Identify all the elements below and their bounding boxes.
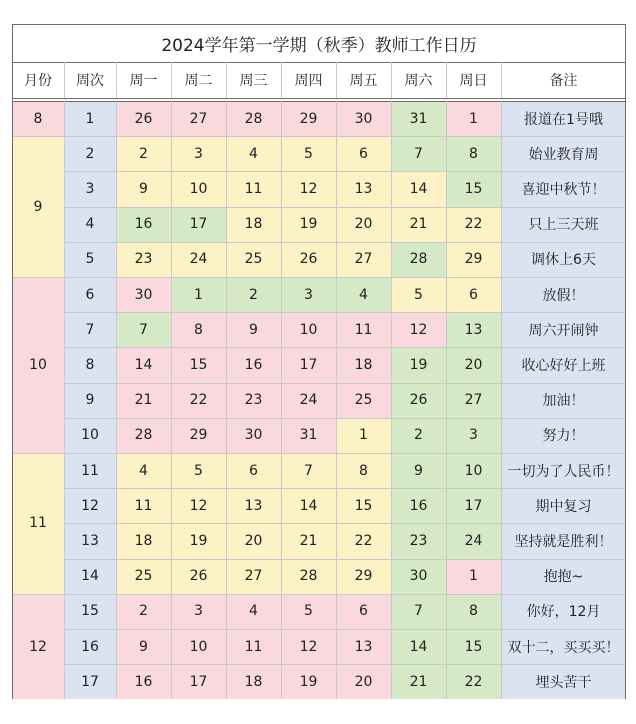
day-cell-mon: 16 xyxy=(116,664,171,699)
week-number: 16 xyxy=(64,629,116,664)
month-cell-8: 8 xyxy=(12,101,64,136)
header-sun: 周日 xyxy=(446,62,501,98)
day-cell-wed: 11 xyxy=(226,629,281,664)
day-cell-wed: 30 xyxy=(226,418,281,453)
grid-line xyxy=(64,101,65,699)
header-notes: 备注 xyxy=(501,62,626,98)
week-number: 14 xyxy=(64,559,116,594)
day-cell-tue: 22 xyxy=(171,383,226,418)
week-number: 8 xyxy=(64,347,116,382)
day-cell-thu: 5 xyxy=(281,594,336,629)
header-month: 月份 xyxy=(12,62,64,98)
day-cell-mon: 14 xyxy=(116,347,171,382)
day-cell-tue: 1 xyxy=(171,277,226,312)
day-cell-fri: 18 xyxy=(336,347,391,382)
grid-line xyxy=(281,62,282,98)
header-mon: 周一 xyxy=(116,62,171,98)
note-cell: 喜迎中秋节！ xyxy=(501,171,626,206)
day-cell-thu: 19 xyxy=(281,664,336,699)
day-cell-thu: 29 xyxy=(281,101,336,136)
day-cell-wed: 9 xyxy=(226,312,281,347)
grid-line xyxy=(12,277,64,278)
day-cell-mon: 9 xyxy=(116,171,171,206)
day-cell-fri: 20 xyxy=(336,207,391,242)
day-cell-sat: 30 xyxy=(391,559,446,594)
day-cell-wed: 27 xyxy=(226,559,281,594)
day-cell-tue: 15 xyxy=(171,347,226,382)
grid-line xyxy=(12,594,64,595)
day-cell-tue: 17 xyxy=(171,207,226,242)
note-cell: 坚持就是胜利！ xyxy=(501,523,626,558)
day-cell-mon: 11 xyxy=(116,488,171,523)
day-cell-fri: 1 xyxy=(336,418,391,453)
day-cell-fri: 8 xyxy=(336,453,391,488)
grid-line xyxy=(226,62,227,98)
day-cell-sun: 1 xyxy=(446,559,501,594)
day-cell-tue: 10 xyxy=(171,629,226,664)
day-cell-sat: 7 xyxy=(391,594,446,629)
grid-line xyxy=(64,207,626,208)
note-cell: 报道在1号哦 xyxy=(501,101,626,136)
day-cell-mon: 18 xyxy=(116,523,171,558)
day-cell-tue: 19 xyxy=(171,523,226,558)
day-cell-sun: 17 xyxy=(446,488,501,523)
day-cell-tue: 5 xyxy=(171,453,226,488)
day-cell-wed: 13 xyxy=(226,488,281,523)
day-cell-sat: 23 xyxy=(391,523,446,558)
grid-line xyxy=(12,24,13,699)
grid-line xyxy=(501,62,502,98)
week-number: 3 xyxy=(64,171,116,206)
note-cell: 双十二，买买买！ xyxy=(501,629,626,664)
day-cell-wed: 11 xyxy=(226,171,281,206)
note-cell: 加油！ xyxy=(501,383,626,418)
day-cell-sun: 20 xyxy=(446,347,501,382)
day-cell-tue: 3 xyxy=(171,136,226,171)
day-cell-tue: 29 xyxy=(171,418,226,453)
grid-line xyxy=(391,62,392,98)
grid-line xyxy=(226,101,227,699)
day-cell-thu: 3 xyxy=(281,277,336,312)
week-number: 7 xyxy=(64,312,116,347)
week-number: 6 xyxy=(64,277,116,312)
grid-line xyxy=(281,101,282,699)
day-cell-wed: 6 xyxy=(226,453,281,488)
day-cell-tue: 10 xyxy=(171,171,226,206)
day-cell-tue: 8 xyxy=(171,312,226,347)
day-cell-wed: 18 xyxy=(226,664,281,699)
day-cell-mon: 21 xyxy=(116,383,171,418)
grid-line xyxy=(446,101,447,699)
day-cell-sat: 9 xyxy=(391,453,446,488)
note-cell: 放假！ xyxy=(501,277,626,312)
month-cell-11: 11 xyxy=(12,453,64,594)
grid-line xyxy=(64,277,626,278)
grid-line xyxy=(12,136,64,137)
day-cell-wed: 4 xyxy=(226,136,281,171)
grid-line xyxy=(64,62,65,98)
day-cell-mon: 16 xyxy=(116,207,171,242)
header-wed: 周三 xyxy=(226,62,281,98)
day-cell-mon: 9 xyxy=(116,629,171,664)
day-cell-tue: 27 xyxy=(171,101,226,136)
grid-line xyxy=(64,171,626,172)
header-sat: 周六 xyxy=(391,62,446,98)
day-cell-mon: 2 xyxy=(116,136,171,171)
day-cell-fri: 13 xyxy=(336,629,391,664)
day-cell-sat: 14 xyxy=(391,171,446,206)
grid-line xyxy=(336,101,337,699)
day-cell-sun: 22 xyxy=(446,207,501,242)
week-number: 13 xyxy=(64,523,116,558)
note-cell: 努力！ xyxy=(501,418,626,453)
grid-line xyxy=(64,383,626,384)
day-cell-fri: 27 xyxy=(336,242,391,277)
week-number: 11 xyxy=(64,453,116,488)
header-week: 周次 xyxy=(64,62,116,98)
day-cell-sun: 29 xyxy=(446,242,501,277)
note-cell: 埋头苦干 xyxy=(501,664,626,699)
day-cell-fri: 22 xyxy=(336,523,391,558)
day-cell-sun: 10 xyxy=(446,453,501,488)
day-cell-fri: 4 xyxy=(336,277,391,312)
teacher-work-calendar xyxy=(12,24,626,724)
day-cell-sun: 3 xyxy=(446,418,501,453)
calendar-title: 2024学年第一学期（秋季）教师工作日历 xyxy=(12,24,626,62)
day-cell-fri: 6 xyxy=(336,136,391,171)
note-cell: 期中复习 xyxy=(501,488,626,523)
day-cell-sun: 1 xyxy=(446,101,501,136)
header-fri: 周五 xyxy=(336,62,391,98)
day-cell-wed: 20 xyxy=(226,523,281,558)
grid-line xyxy=(12,453,64,454)
day-cell-sun: 15 xyxy=(446,629,501,664)
grid-line xyxy=(625,24,626,699)
day-cell-sat: 14 xyxy=(391,629,446,664)
day-cell-thu: 14 xyxy=(281,488,336,523)
grid-line xyxy=(64,136,626,137)
day-cell-wed: 23 xyxy=(226,383,281,418)
day-cell-mon: 28 xyxy=(116,418,171,453)
day-cell-sun: 27 xyxy=(446,383,501,418)
day-cell-sun: 6 xyxy=(446,277,501,312)
note-cell: 始业教育周 xyxy=(501,136,626,171)
day-cell-thu: 19 xyxy=(281,207,336,242)
day-cell-sat: 21 xyxy=(391,207,446,242)
grid-line xyxy=(64,559,626,560)
note-cell: 一切为了人民币！ xyxy=(501,453,626,488)
day-cell-mon: 26 xyxy=(116,101,171,136)
day-cell-mon: 25 xyxy=(116,559,171,594)
day-cell-thu: 17 xyxy=(281,347,336,382)
day-cell-fri: 15 xyxy=(336,488,391,523)
week-number: 4 xyxy=(64,207,116,242)
day-cell-thu: 7 xyxy=(281,453,336,488)
month-cell-10: 10 xyxy=(12,277,64,453)
note-cell: 只上三天班 xyxy=(501,207,626,242)
day-cell-sun: 8 xyxy=(446,136,501,171)
grid-line xyxy=(171,101,172,699)
day-cell-thu: 10 xyxy=(281,312,336,347)
header-thu: 周四 xyxy=(281,62,336,98)
day-cell-thu: 24 xyxy=(281,383,336,418)
grid-line xyxy=(116,101,117,699)
day-cell-tue: 12 xyxy=(171,488,226,523)
day-cell-sat: 5 xyxy=(391,277,446,312)
week-number: 17 xyxy=(64,664,116,699)
day-cell-tue: 24 xyxy=(171,242,226,277)
day-cell-sun: 8 xyxy=(446,594,501,629)
day-cell-fri: 29 xyxy=(336,559,391,594)
day-cell-sat: 12 xyxy=(391,312,446,347)
note-cell: 收心好好上班 xyxy=(501,347,626,382)
day-cell-mon: 30 xyxy=(116,277,171,312)
grid-line xyxy=(116,62,117,98)
day-cell-sat: 19 xyxy=(391,347,446,382)
grid-line xyxy=(64,664,626,665)
day-cell-thu: 5 xyxy=(281,136,336,171)
month-cell-9: 9 xyxy=(12,136,64,277)
grid-line xyxy=(64,523,626,524)
note-cell: 周六开闹钟 xyxy=(501,312,626,347)
grid-line xyxy=(64,629,626,630)
grid-line xyxy=(64,242,626,243)
note-cell: 抱抱~ xyxy=(501,559,626,594)
day-cell-mon: 7 xyxy=(116,312,171,347)
day-cell-thu: 26 xyxy=(281,242,336,277)
day-cell-mon: 23 xyxy=(116,242,171,277)
grid-line xyxy=(64,594,626,595)
day-cell-fri: 25 xyxy=(336,383,391,418)
day-cell-thu: 28 xyxy=(281,559,336,594)
day-cell-sat: 31 xyxy=(391,101,446,136)
grid-line xyxy=(64,453,626,454)
week-number: 9 xyxy=(64,383,116,418)
day-cell-fri: 11 xyxy=(336,312,391,347)
note-cell: 调休上6天 xyxy=(501,242,626,277)
day-cell-thu: 21 xyxy=(281,523,336,558)
day-cell-mon: 2 xyxy=(116,594,171,629)
day-cell-sat: 2 xyxy=(391,418,446,453)
day-cell-wed: 25 xyxy=(226,242,281,277)
day-cell-sun: 22 xyxy=(446,664,501,699)
day-cell-thu: 31 xyxy=(281,418,336,453)
grid-line xyxy=(501,101,502,699)
grid-line xyxy=(391,101,392,699)
grid-line xyxy=(12,101,626,102)
note-cell: 你好，12月 xyxy=(501,594,626,629)
day-cell-fri: 13 xyxy=(336,171,391,206)
day-cell-fri: 30 xyxy=(336,101,391,136)
day-cell-wed: 4 xyxy=(226,594,281,629)
week-number: 2 xyxy=(64,136,116,171)
week-number: 15 xyxy=(64,594,116,629)
day-cell-thu: 12 xyxy=(281,171,336,206)
grid-line xyxy=(171,62,172,98)
day-cell-sat: 21 xyxy=(391,664,446,699)
day-cell-sun: 24 xyxy=(446,523,501,558)
day-cell-sat: 7 xyxy=(391,136,446,171)
grid-line xyxy=(64,488,626,489)
day-cell-sat: 26 xyxy=(391,383,446,418)
day-cell-fri: 6 xyxy=(336,594,391,629)
grid-line xyxy=(446,62,447,98)
week-number: 1 xyxy=(64,101,116,136)
day-cell-wed: 16 xyxy=(226,347,281,382)
day-cell-tue: 26 xyxy=(171,559,226,594)
week-number: 12 xyxy=(64,488,116,523)
header-tue: 周二 xyxy=(171,62,226,98)
day-cell-tue: 3 xyxy=(171,594,226,629)
grid-line xyxy=(12,98,626,99)
day-cell-sat: 28 xyxy=(391,242,446,277)
day-cell-fri: 20 xyxy=(336,664,391,699)
week-number: 10 xyxy=(64,418,116,453)
day-cell-wed: 2 xyxy=(226,277,281,312)
grid-line xyxy=(64,418,626,419)
day-cell-sun: 13 xyxy=(446,312,501,347)
grid-line xyxy=(336,62,337,98)
grid-line xyxy=(64,347,626,348)
month-cell-12: 12 xyxy=(12,594,64,700)
day-cell-sat: 16 xyxy=(391,488,446,523)
grid-line xyxy=(64,312,626,313)
day-cell-sun: 15 xyxy=(446,171,501,206)
day-cell-mon: 4 xyxy=(116,453,171,488)
day-cell-wed: 18 xyxy=(226,207,281,242)
grid-line xyxy=(12,62,626,63)
day-cell-wed: 28 xyxy=(226,101,281,136)
grid-line xyxy=(12,24,626,25)
day-cell-tue: 17 xyxy=(171,664,226,699)
day-cell-thu: 12 xyxy=(281,629,336,664)
week-number: 5 xyxy=(64,242,116,277)
